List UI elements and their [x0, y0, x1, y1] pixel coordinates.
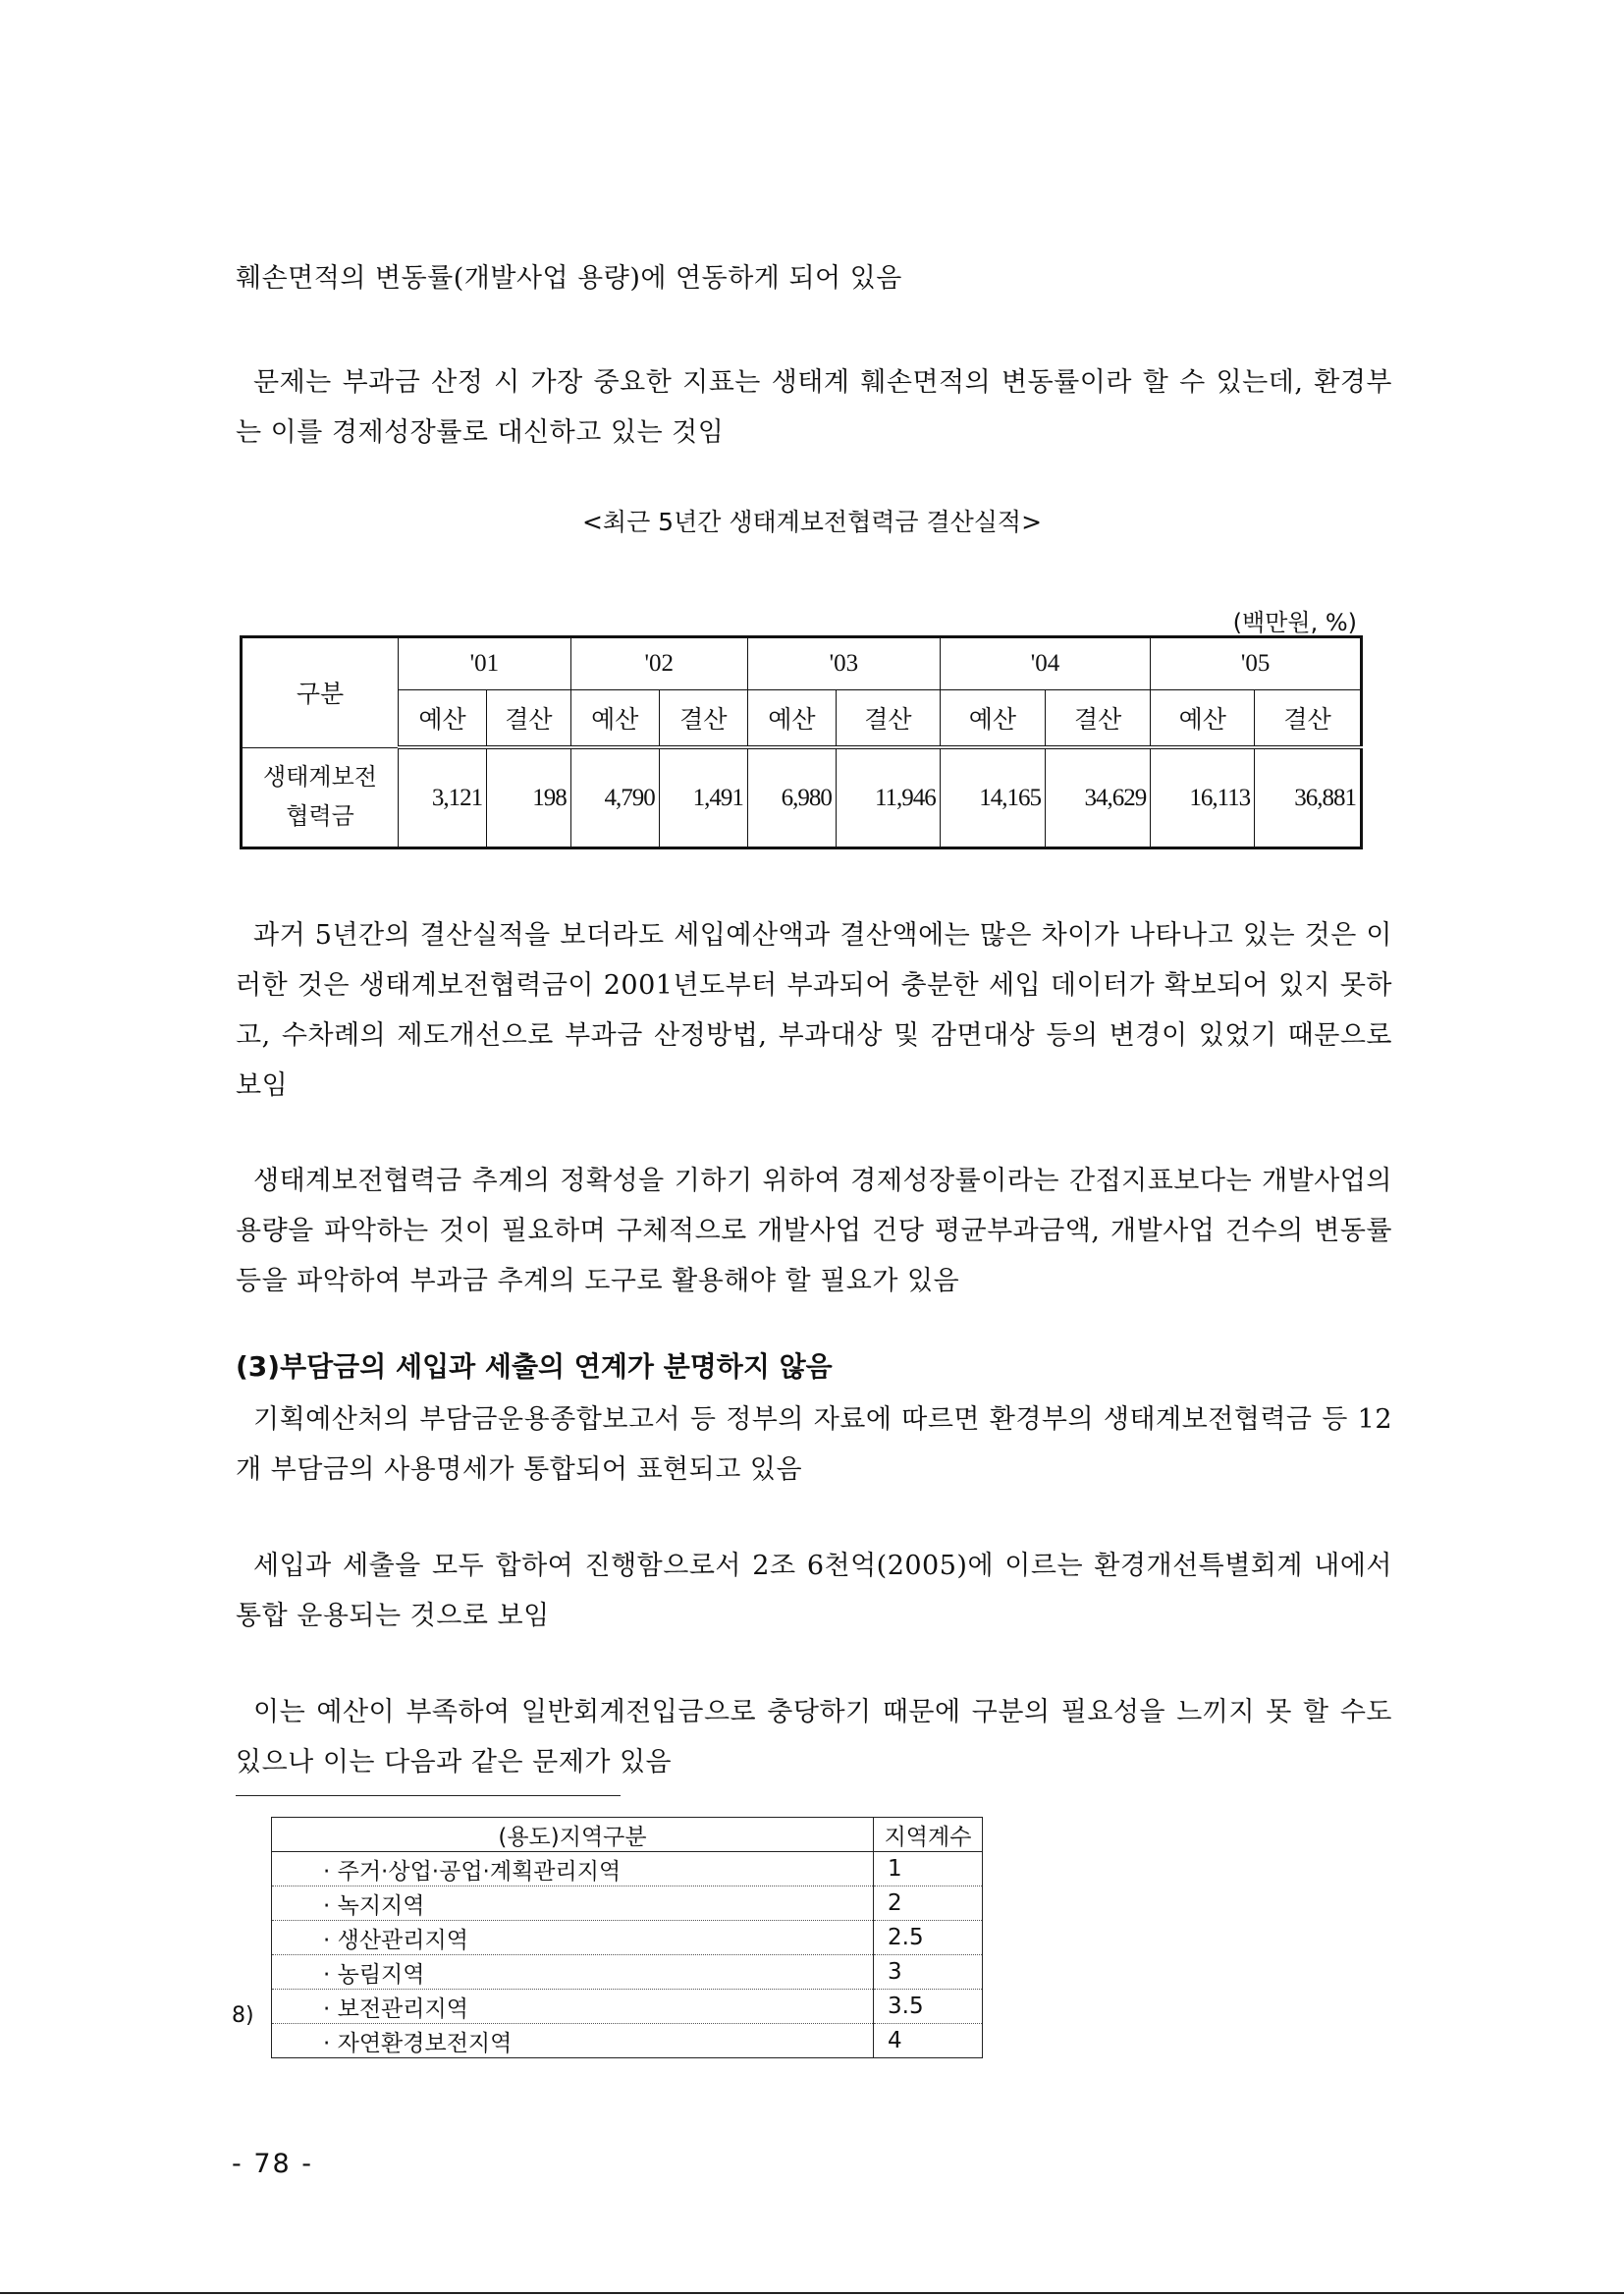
table-cell: 3,121 [399, 747, 487, 848]
region-name: · 보전관리지역 [272, 1990, 874, 2024]
year-header: '02 [570, 637, 747, 690]
budget-header: 예산 [747, 690, 836, 748]
table-unit: (백만원, %) [1232, 609, 1357, 636]
table-cell: 16,113 [1151, 747, 1255, 848]
budget-header: 예산 [570, 690, 659, 748]
settlement-header: 결산 [1255, 690, 1362, 748]
region-header: (용도)지역구분 [272, 1818, 874, 1852]
year-header: '05 [1151, 637, 1362, 690]
table-cell: 34,629 [1046, 747, 1151, 848]
budget-header: 예산 [940, 690, 1045, 748]
budget-header: 예산 [1151, 690, 1255, 748]
table-row [272, 1921, 983, 1955]
table-header-row-years [242, 637, 1362, 690]
table-cell: 4,790 [570, 747, 659, 848]
table-cell: 6,980 [747, 747, 836, 848]
table-row [272, 1886, 983, 1921]
year-header: '04 [940, 637, 1151, 690]
table-row [272, 1955, 983, 1990]
table-cell: 36,881 [1255, 747, 1362, 848]
settlement-header: 결산 [1046, 690, 1151, 748]
table-header-row [272, 1818, 983, 1852]
page-bottom-border [0, 2292, 1624, 2294]
category-header: 구분 [242, 637, 399, 748]
paragraph-continuation: 훼손면적의 변동률(개발사업 용량)에 연동하게 되어 있음 [236, 263, 902, 294]
region-coefficient: 4 [874, 2024, 983, 2058]
paragraph-past-results: 과거 5년간의 결산실적을 보더라도 세입예산액과 결산액에는 많은 차이가 나타나고 있는 것은 이러한 것은 생태계보전협력금이 2001년도부터 부과되어 충분한 세입 데이터가 확보되어 있지 못하고, 수차례의 제도개선으로 부과금 산정방법, 부과대상 및 감면대상 등의 변경이 있었기 때문으로 보임 [236, 920, 1392, 1101]
year-header: '03 [747, 637, 940, 690]
paragraph-estimation: 생태계보전협력금 추계의 정확성을 기하기 위하여 경제성장률이라는 간접지표보다는 개발사업의 용량을 파악하는 것이 필요하며 구체적으로 개발사업 건당 평균부과금액, 개발사업 건수의 변동률 등을 파악하여 부과금 추계의 도구로 활용해야 할 필요가 있음 [236, 1166, 1392, 1296]
paragraph-shortfall: 이는 예산이 부족하여 일반회계전입금으로 충당하기 때문에 구분의 필요성을 느끼지 못 할 수도 있으나 이는 다음과 같은 문제가 있음 [236, 1697, 1392, 1777]
table-cell: 198 [487, 747, 571, 848]
row-label-line: 협력금 [286, 803, 354, 830]
region-name: · 녹지지역 [272, 1886, 874, 1921]
budget-header: 예산 [399, 690, 487, 748]
table-row [272, 1852, 983, 1886]
settlement-header: 결산 [659, 690, 747, 748]
table-row [242, 747, 1362, 848]
settlement-header: 결산 [836, 690, 940, 748]
row-label [242, 747, 399, 848]
region-coefficient: 3.5 [874, 1990, 983, 2024]
settlement-header: 결산 [487, 690, 571, 748]
table-header-row-types [242, 690, 1362, 748]
page-number: - 78 - [232, 2149, 314, 2179]
region-coefficient: 1 [874, 1852, 983, 1886]
settlement-table [240, 635, 1363, 849]
table-row [272, 2024, 983, 2058]
footnote-marker: 8) [232, 2003, 254, 2028]
section-heading: (3)부담금의 세입과 세출의 연계가 분명하지 않음 [236, 1350, 833, 1383]
region-name: · 농림지역 [272, 1955, 874, 1990]
table-caption: <최근 5년간 생태계보전협력금 결산실적> [581, 508, 1043, 536]
region-coefficient: 2.5 [874, 1921, 983, 1955]
region-name: · 생산관리지역 [272, 1921, 874, 1955]
paragraph-report: 기획예산처의 부담금운용종합보고서 등 정부의 자료에 따르면 환경부의 생태계보전협력금 등 12개 부담금의 사용명세가 통합되어 표현되고 있음 [236, 1404, 1392, 1485]
year-header: '01 [399, 637, 571, 690]
region-name: · 주거·상업·공업·계획관리지역 [272, 1852, 874, 1886]
table-row [272, 1990, 983, 2024]
footnote-divider [236, 1795, 621, 1796]
region-coefficient: 3 [874, 1955, 983, 1990]
table-cell: 14,165 [940, 747, 1045, 848]
row-label-line: 생태계보전 [263, 764, 377, 791]
paragraph-problem: 문제는 부과금 산정 시 가장 중요한 지표는 생태계 훼손면적의 변동률이라 할 수 있는데, 환경부는 이를 경제성장률로 대신하고 있는 것임 [236, 367, 1392, 448]
table-cell: 11,946 [836, 747, 940, 848]
region-coefficient-table [271, 1817, 983, 2058]
region-name: · 자연환경보전지역 [272, 2024, 874, 2058]
paragraph-integration: 세입과 세출을 모두 합하여 진행함으로서 2조 6천억(2005)에 이르는 환경개선특별회계 내에서 통합 운용되는 것으로 보임 [236, 1551, 1392, 1631]
coefficient-header: 지역계수 [874, 1818, 983, 1852]
region-coefficient: 2 [874, 1886, 983, 1921]
table-cell: 1,491 [659, 747, 747, 848]
